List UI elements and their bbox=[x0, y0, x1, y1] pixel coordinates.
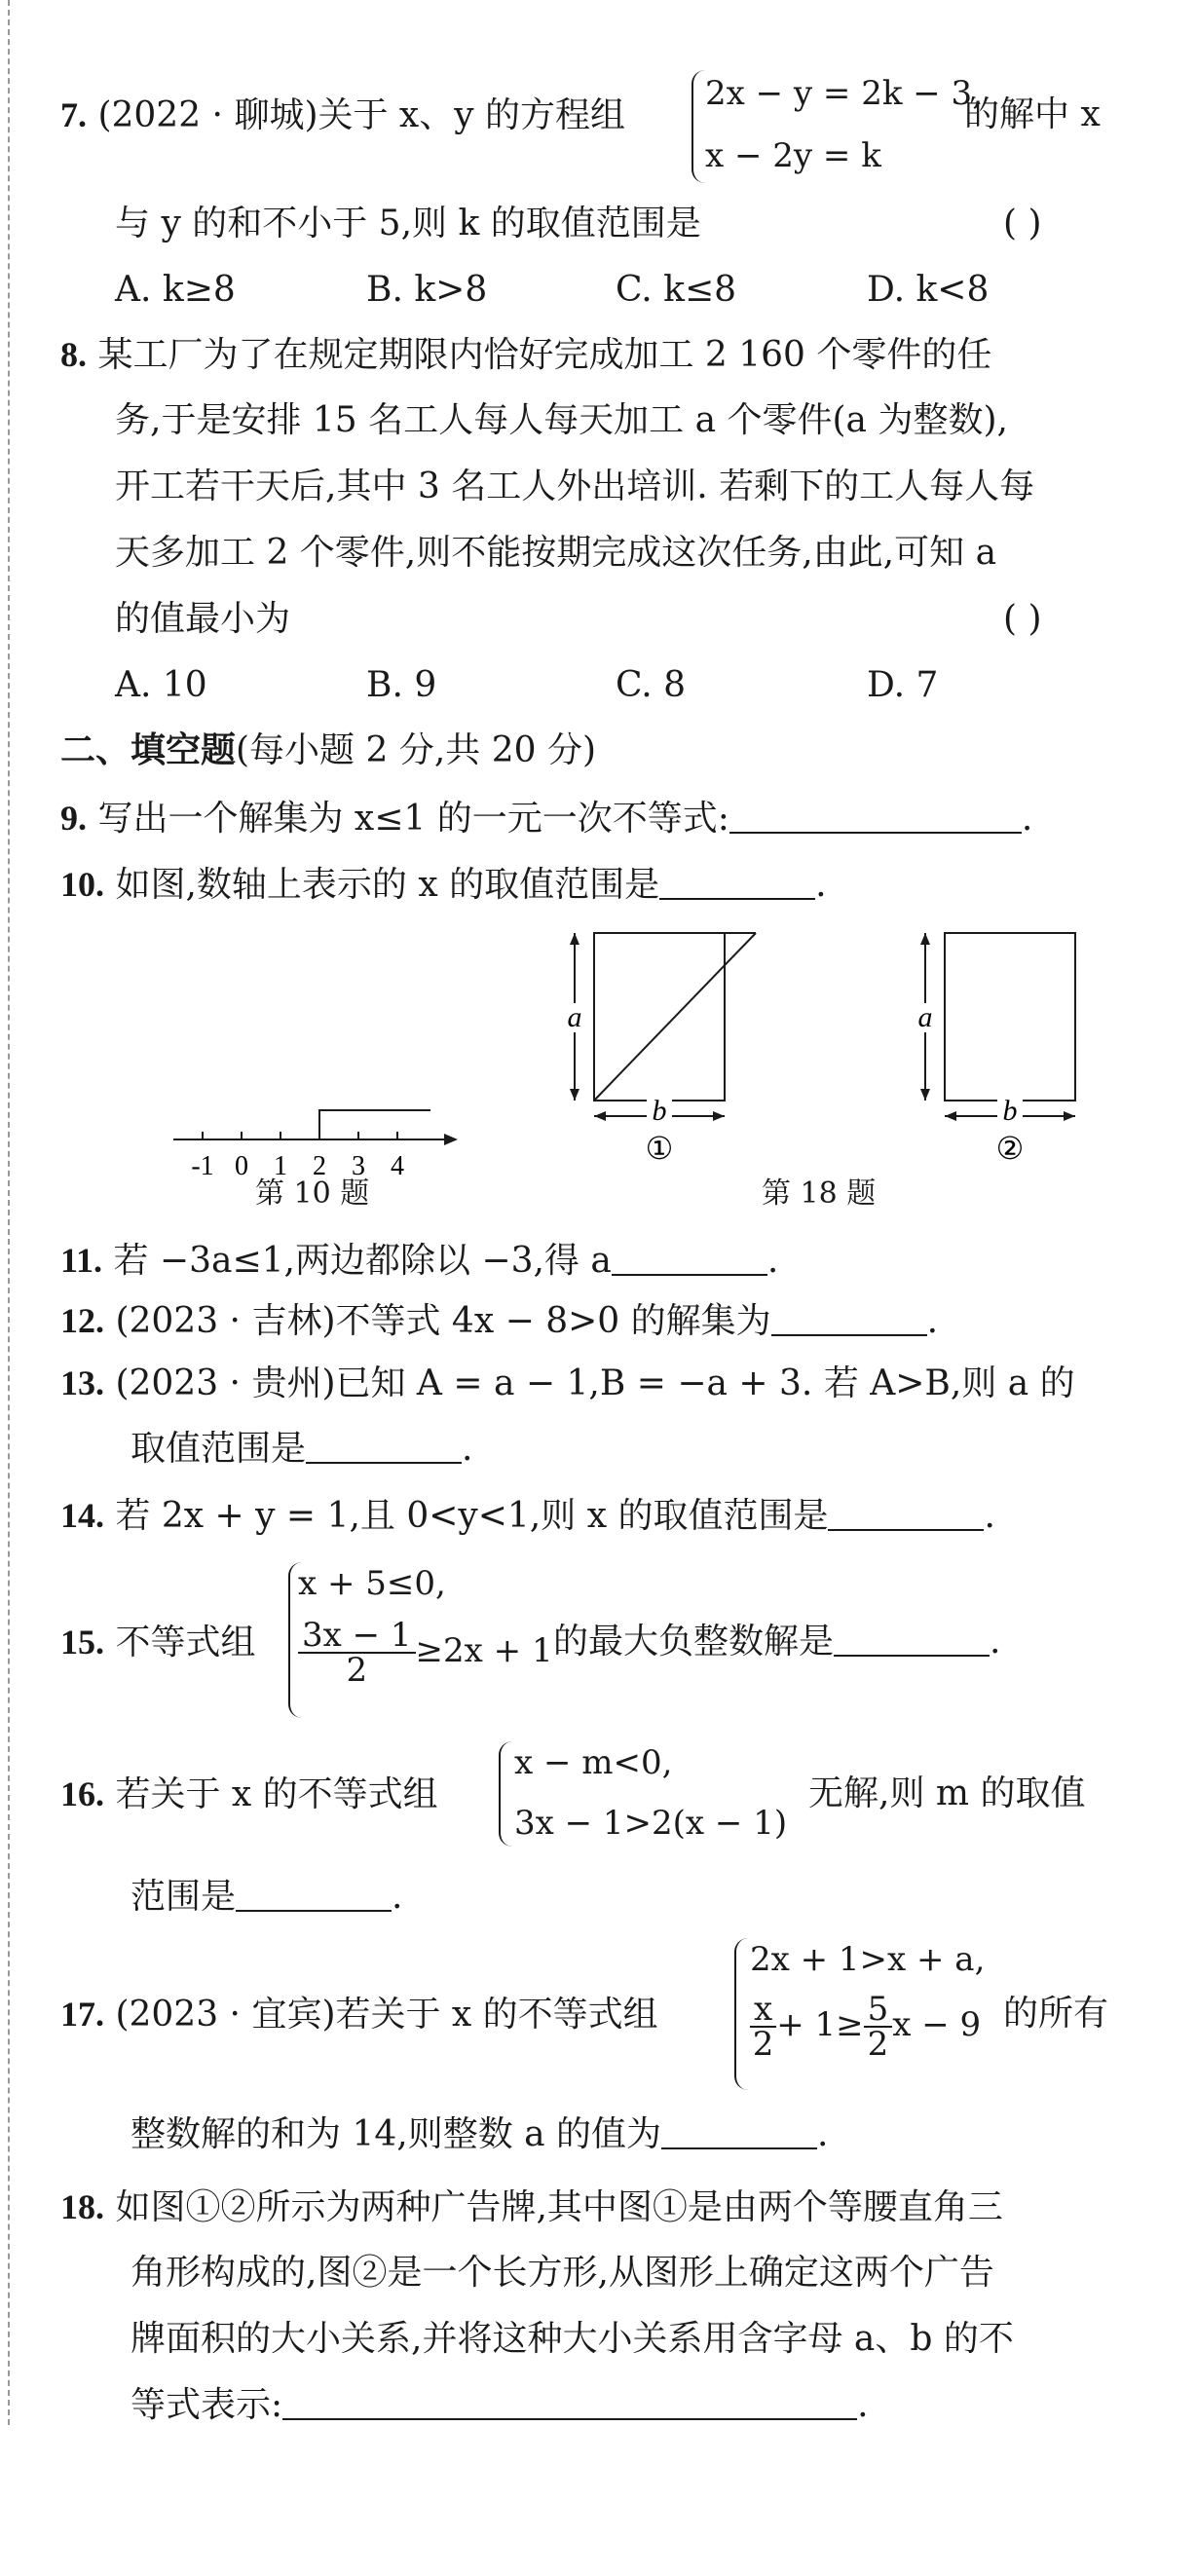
fig1-square-outline bbox=[594, 933, 725, 1101]
q18-line1 bbox=[60, 2185, 1003, 2229]
arrow-head bbox=[1064, 1111, 1075, 1121]
fig2-label-a: a bbox=[917, 1001, 933, 1033]
q13-text-2: 取值范围是 bbox=[131, 1429, 307, 1469]
q13-period: . bbox=[462, 1429, 473, 1469]
q7-prefix: (2022 · 聊城)关于 x、y 的方程组 bbox=[97, 95, 626, 135]
q8-text-5: 的值最小为 bbox=[115, 599, 291, 639]
q10-answer-blank[interactable] bbox=[659, 869, 815, 900]
q8-text-2: 务,于是安排 15 名工人每人每天加工 a 个零件(a 为整数), bbox=[115, 400, 1008, 440]
q12-line bbox=[60, 1299, 938, 1343]
q8-text-3: 开工若干天后,其中 3 名工人外出培训. 若剩下的工人每人每 bbox=[115, 467, 1035, 506]
q18-period: . bbox=[857, 2385, 869, 2425]
q17-brace bbox=[734, 1938, 750, 2090]
q7-option-c: C. k≤8 bbox=[616, 270, 737, 310]
q13-line1 bbox=[60, 1362, 1075, 1405]
q16-prefix: 若关于 x 的不等式组 bbox=[115, 1774, 438, 1814]
q16-period: . bbox=[392, 1877, 403, 1917]
q18-text-1: 如图①②所示为两种广告牌,其中图①是由两个等腰直角三 bbox=[115, 2187, 1003, 2227]
q15-prefix: 不等式组 bbox=[115, 1623, 256, 1662]
q18-text-4: 等式表示: bbox=[131, 2385, 283, 2425]
q17-eq1: 2x + 1>x + a, bbox=[750, 1940, 986, 1979]
q10-period: . bbox=[815, 865, 827, 905]
q13-answer-blank[interactable] bbox=[306, 1433, 462, 1464]
arrow-head bbox=[713, 1111, 725, 1121]
q18-text-2: 角形构成的,图②是一个长方形,从图形上确定这两个广告 bbox=[131, 2253, 994, 2293]
q7-option-b: B. k>8 bbox=[366, 270, 488, 310]
q17-frac2-numerator: 5 bbox=[864, 1993, 893, 2028]
q7-line1 bbox=[60, 93, 625, 137]
section-title: 二、填空题 bbox=[60, 729, 237, 770]
q12-answer-blank[interactable] bbox=[771, 1305, 927, 1336]
q17-frac2-denominator: 2 bbox=[867, 2025, 889, 2064]
q16-number: 16. bbox=[60, 1774, 104, 1813]
fig2-label-b: b bbox=[1002, 1095, 1018, 1127]
q11-period: . bbox=[766, 1241, 779, 1281]
q14-number: 14. bbox=[60, 1496, 104, 1535]
solution-ray bbox=[319, 1110, 430, 1139]
q11-text: 若 −3a≤1,两边都除以 −3,得 a bbox=[113, 1241, 612, 1281]
q17-period: . bbox=[817, 2114, 829, 2154]
q17-number: 17. bbox=[60, 1995, 104, 2034]
q14-text: 若 2x + y = 1,且 0<y<1,则 x 的取值范围是 bbox=[115, 1496, 829, 1536]
q8-number: 8. bbox=[60, 335, 87, 374]
q17-line2 bbox=[131, 2113, 829, 2156]
fig10-caption: 第 10 题 bbox=[255, 1176, 370, 1211]
q8-option-c: C. 8 bbox=[616, 665, 687, 705]
q7-suffix: 的解中 x bbox=[964, 94, 1101, 134]
q12-text: (2023 · 吉林)不等式 4x − 8>0 的解集为 bbox=[115, 1301, 771, 1341]
q15-answer-blank[interactable] bbox=[834, 1625, 990, 1657]
q17-fraction-five-halves bbox=[864, 1990, 893, 2064]
q7-eq1: 2x − y = 2k − 3, bbox=[705, 74, 983, 113]
q7-line2: 与 y 的和不小于 5,则 k 的取值范围是 bbox=[115, 204, 701, 243]
q17-eq2-mid: + 1≥ bbox=[776, 2005, 864, 2044]
q16-line2 bbox=[131, 1876, 402, 1919]
q17-suffix: 的所有 bbox=[1003, 1994, 1109, 2034]
fig2-label: ② bbox=[995, 1131, 1025, 1166]
q9-number: 9. bbox=[60, 799, 87, 838]
q10-number: 10. bbox=[60, 865, 104, 904]
q13-line2 bbox=[131, 1428, 472, 1471]
q17-line1 bbox=[60, 1993, 658, 2036]
q16-answer-blank[interactable] bbox=[236, 1881, 392, 1912]
tick-label: 3 bbox=[352, 1151, 365, 1181]
arrow-head bbox=[920, 933, 930, 945]
q8-option-d: D. 7 bbox=[867, 665, 939, 705]
number-line-arrow bbox=[444, 1134, 458, 1145]
q14-line bbox=[60, 1494, 995, 1538]
tick-label: 1 bbox=[274, 1151, 287, 1181]
arrow-head bbox=[570, 933, 579, 945]
q15-eq1: x + 5≤0, bbox=[298, 1564, 446, 1603]
q8-option-b: B. 9 bbox=[366, 665, 437, 705]
q11-line bbox=[60, 1239, 778, 1283]
q9-answer-blank[interactable] bbox=[729, 803, 1022, 834]
q7-answer-paren: ( ) bbox=[1003, 204, 1042, 243]
q9-period: . bbox=[1021, 799, 1033, 839]
fig1-label-b: b bbox=[652, 1095, 667, 1127]
q16-eq1: x − m<0, bbox=[514, 1743, 673, 1782]
q15-fraction bbox=[298, 1616, 416, 1690]
q17-answer-blank[interactable] bbox=[661, 2118, 817, 2149]
q14-period: . bbox=[984, 1496, 995, 1536]
q9-line bbox=[60, 797, 1032, 840]
tick-label: 2 bbox=[313, 1151, 326, 1181]
q18-line4 bbox=[131, 2384, 869, 2427]
q17-frac1-denominator: 2 bbox=[752, 2025, 774, 2064]
q15-number: 15. bbox=[60, 1623, 104, 1661]
q18-text-3: 牌面积的大小关系,并将这种大小关系用含字母 a、b 的不 bbox=[131, 2319, 1014, 2359]
fig2-rectangle bbox=[945, 933, 1075, 1101]
q17-prefix: (2023 · 宜宾)若关于 x 的不等式组 bbox=[115, 1995, 658, 2035]
q17-fraction-x bbox=[750, 1990, 776, 2064]
q18-answer-blank[interactable] bbox=[282, 2389, 857, 2420]
q14-answer-blank[interactable] bbox=[828, 1500, 984, 1531]
q16-suffix: 无解,则 m 的取值 bbox=[808, 1773, 1086, 1813]
fig18-caption: 第 18 题 bbox=[762, 1176, 877, 1211]
arrow-head bbox=[920, 1089, 930, 1101]
q15-fraction-numerator: 3x − 1 bbox=[298, 1619, 416, 1654]
q7-number: 7. bbox=[60, 95, 87, 134]
arrow-head bbox=[594, 1111, 606, 1121]
fig1-label-a: a bbox=[567, 1001, 582, 1033]
q13-text-1: (2023 · 贵州)已知 A = a − 1,B = −a + 3. 若 A>B,则 a 的 bbox=[115, 1363, 1075, 1403]
q16-brace bbox=[499, 1741, 514, 1847]
arrow-head bbox=[945, 1111, 956, 1121]
q8-text-1: 某工厂为了在规定期限内恰好完成加工 2 160 个零件的任 bbox=[97, 335, 992, 375]
q15-eq2 bbox=[298, 1616, 553, 1690]
tick-label: -1 bbox=[191, 1151, 214, 1181]
section-fill-in-title bbox=[60, 728, 596, 772]
q15-suffix: 的最大负整数解是 bbox=[553, 1622, 835, 1661]
q12-period: . bbox=[926, 1301, 939, 1341]
q7-option-a: A. k≥8 bbox=[115, 270, 236, 310]
q15-fraction-denominator: 2 bbox=[346, 1651, 368, 1690]
q17-frac1-numerator: x bbox=[750, 1993, 776, 2028]
q8-option-a: A. 10 bbox=[115, 665, 207, 705]
q16-line1 bbox=[60, 1773, 438, 1816]
q15-eq2-rest: ≥2x + 1 bbox=[415, 1631, 553, 1670]
q10-line bbox=[60, 863, 827, 907]
q17-text-2: 整数解的和为 14,则整数 a 的值为 bbox=[131, 2114, 662, 2154]
q17-eq2 bbox=[750, 1990, 982, 2064]
q7-eq2: x − 2y = k bbox=[705, 136, 881, 175]
q11-answer-blank[interactable] bbox=[612, 1245, 767, 1276]
q11-number: 11. bbox=[60, 1241, 103, 1280]
q17-eq2-rest: x − 9 bbox=[892, 2005, 982, 2044]
q8-answer-paren: ( ) bbox=[1003, 599, 1042, 639]
binding-margin-line bbox=[8, 0, 10, 2425]
fig1-hypotenuse bbox=[594, 933, 756, 1101]
tick-label: 4 bbox=[391, 1151, 404, 1181]
q15-period: . bbox=[990, 1622, 1001, 1661]
q9-text: 写出一个解集为 x≤1 的一元一次不等式: bbox=[97, 799, 729, 839]
q15-suffix-line bbox=[553, 1621, 1000, 1663]
q13-number: 13. bbox=[60, 1363, 104, 1402]
q10-text: 如图,数轴上表示的 x 的取值范围是 bbox=[115, 865, 660, 905]
q7-option-d: D. k<8 bbox=[867, 270, 990, 310]
tick-label: 0 bbox=[235, 1151, 248, 1181]
q16-text-2: 范围是 bbox=[131, 1877, 237, 1917]
fig1-label: ① bbox=[645, 1131, 674, 1166]
q15-line bbox=[60, 1621, 255, 1664]
q8-text-4: 天多加工 2 个零件,则不能按期完成这次任务,由此,可知 a bbox=[115, 533, 997, 573]
arrow-head bbox=[570, 1089, 579, 1101]
q16-eq2: 3x − 1>2(x − 1) bbox=[514, 1804, 788, 1843]
q18-number: 18. bbox=[60, 2187, 104, 2226]
q8-line1 bbox=[60, 333, 991, 377]
fig18-diagram bbox=[555, 925, 1101, 1178]
section-note: (每小题 2 分,共 20 分) bbox=[236, 730, 597, 770]
q12-number: 12. bbox=[60, 1301, 104, 1340]
